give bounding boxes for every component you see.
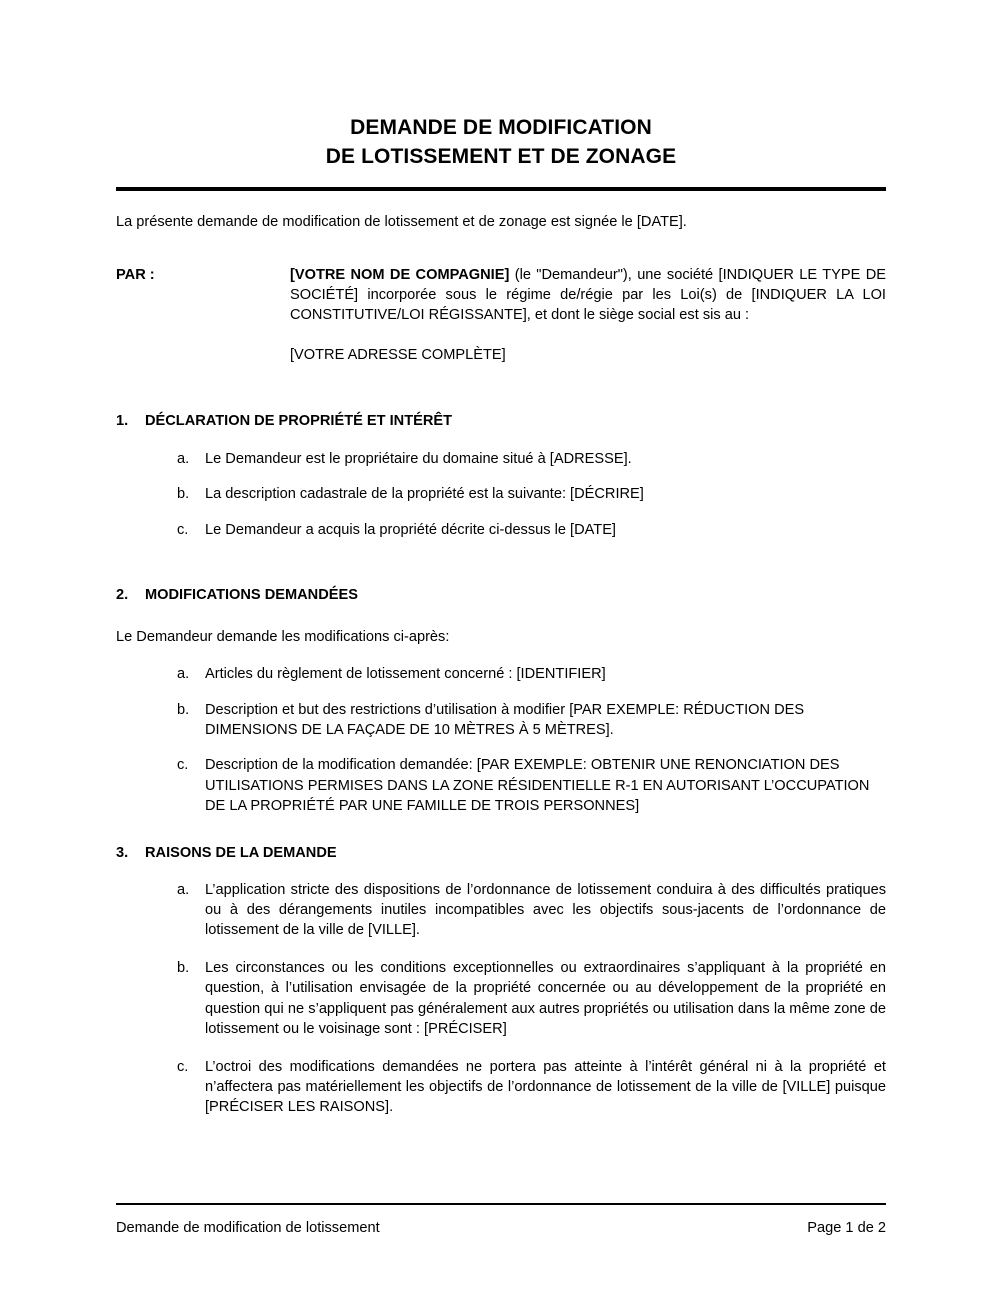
par-block (116, 265, 886, 365)
list-item (116, 520, 886, 540)
par-body-rest: (le "Demandeur"), une société [INDIQUER LE TYPE DE SOCIÉTÉ] incorporée sous le régime de/régie par les Loi(s) de [INDIQUER LA LOI CONSTITUTIVE/LOI RÉGISSANTE], et dont le siège social est sis au : (290, 267, 886, 323)
list-item-marker: a. (177, 451, 190, 467)
section-1-title: DÉCLARATION DE PROPRIÉTÉ ET INTÉRÊT (145, 413, 453, 429)
list-item (116, 1057, 886, 1118)
section-2-heading (116, 585, 886, 605)
list-item-text: Articles du règlement de lotissement concerné : [IDENTIFIER] (205, 666, 606, 683)
page-title-line-2: DE LOTISSEMENT ET DE ZONAGE (325, 145, 677, 168)
list-item-marker: c. (177, 521, 189, 538)
page-footer (116, 1203, 886, 1238)
par-address: [VOTRE ADRESSE COMPLÈTE] (290, 347, 506, 363)
footer-document-name: Demande de modification de lotissement (116, 1220, 380, 1236)
list-item (116, 484, 886, 504)
section-3-heading (116, 843, 886, 863)
list-item (116, 700, 886, 741)
section-2 (116, 585, 886, 816)
page-title-line-1: DEMANDE DE MODIFICATION (350, 116, 652, 139)
par-company-name: [VOTRE NOM DE COMPAGNIE] (290, 267, 510, 283)
list-item-text: Description de la modification demandée: [PAR EXEMPLE: OBTENIR UNE RENONCIATION DES UTILISATIONS PERMISES DANS LA ZONE RÉSIDENTIELLE R-1 EN AUTORISANT L’OCCUPATION DE LA PROPRIÉTÉ PAR UNE FAMILLE DE TROIS PERSONNES] (205, 757, 870, 815)
page-title (116, 0, 886, 171)
list-item-marker: c. (177, 1058, 189, 1075)
section-3-number: 3. (116, 844, 129, 861)
list-item-marker: a. (177, 666, 190, 683)
section-2-items (116, 664, 886, 816)
list-item (116, 449, 886, 469)
section-1-items (116, 449, 886, 540)
list-item-text: L’octroi des modifications demandées ne portera pas atteinte à l’intérêt général ni à la propriété et n’affectera pas matériellement les objectifs de l’ordonnance de lotissement de la ville de [VILLE] puisque [PRÉCISER LES RAISONS]. (205, 1058, 886, 1116)
list-item-text: L’application stricte des dispositions de l’ordonnance de lotissement conduira à des difficultés pratiques ou à des dérangements inutiles incompatibles avec les objectifs sous-jacents de l’ordonnance de lotissement de la ville de [VILLE]. (205, 881, 886, 939)
section-3-title: RAISONS DE LA DEMANDE (145, 844, 337, 861)
section-1-number: 1. (116, 413, 129, 429)
list-item-text: La description cadastrale de la propriété est la suivante: [DÉCRIRE] (205, 486, 644, 503)
list-item-marker: a. (177, 881, 190, 898)
list-item-text: Le Demandeur a acquis la propriété décrite ci-dessus le [DATE] (205, 521, 616, 538)
list-item-marker: b. (177, 701, 190, 718)
list-item-marker: c. (177, 757, 189, 774)
list-item-text: Le Demandeur est le propriétaire du domaine situé à [ADRESSE]. (205, 451, 632, 467)
par-label: PAR : (116, 267, 155, 283)
section-3-items (116, 880, 886, 1118)
list-item-marker: b. (177, 486, 190, 503)
list-item (116, 755, 886, 816)
section-1 (116, 411, 886, 540)
intro-paragraph: La présente demande de modification de lotissement et de zonage est signée le [DATE]. (116, 214, 687, 230)
par-body (290, 265, 886, 365)
document-content (116, 0, 886, 1118)
list-item-text: Les circonstances ou les conditions exceptionnelles ou extraordinaires s’appliquant à la propriété en question, à l’utilisation envisagée de la propriété concernée ou au développement de la propriété en question qui ne s’appliquent pas généralement aux autres propriétés ou utilisation dans la même zone de lotissement ou le voisinage sont : [PRÉCISER] (205, 959, 886, 1038)
list-item (116, 880, 886, 941)
section-2-number: 2. (116, 587, 129, 604)
footer-page-number: Page 1 de 2 (807, 1220, 886, 1236)
section-1-heading (116, 411, 886, 431)
section-2-title: MODIFICATIONS DEMANDÉES (145, 587, 358, 604)
list-item-text: Description et but des restrictions d’utilisation à modifier [PAR EXEMPLE: RÉDUCTION DES DIMENSIONS DE LA FAÇADE DE 10 MÈTRES À 5 MÈTRES]. (205, 701, 805, 739)
footer-row (116, 1205, 886, 1238)
par-body-paragraph (290, 265, 886, 325)
list-item-marker: b. (177, 959, 190, 976)
section-3 (116, 843, 886, 1118)
list-item (116, 664, 886, 684)
section-2-lead: Le Demandeur demande les modifications ci-après: (116, 629, 450, 646)
title-divider (116, 187, 886, 191)
list-item (116, 958, 886, 1040)
